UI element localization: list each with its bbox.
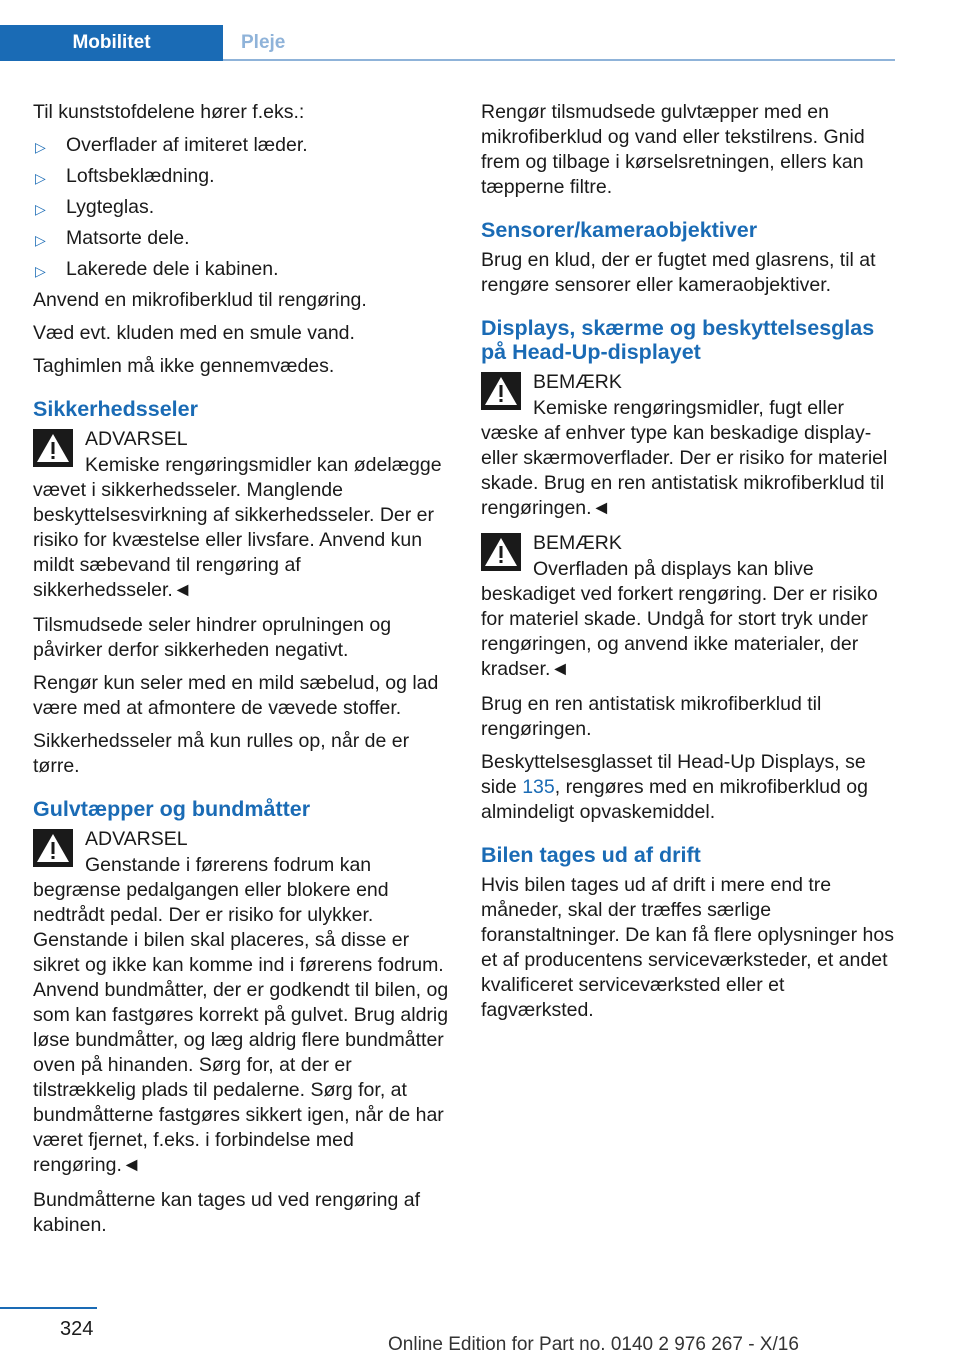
list-item: ▷ Matsorte dele. (33, 226, 449, 251)
notice-box (481, 370, 897, 521)
intro-text: Til kunststofdelene hører f.eks.: (33, 101, 305, 123)
tab-mobilitet[interactable]: Mobilitet (0, 25, 223, 61)
notice-text: Overfladen på displays kan blive beskadiget ved forkert rengøring. Der er risiko for materiel skade. Undgå for stort tryk under rengøringen, og anvend ikke materialer, der kradser.◄ (481, 558, 878, 680)
tab-pleje[interactable]: Pleje (241, 32, 286, 53)
paragraph: Sikkerhedsseler må kun rulles op, når de er tørre. (33, 730, 410, 777)
list-item: ▷ Loftsbeklædning. (33, 164, 449, 189)
warning-triangle-icon (33, 829, 73, 867)
warning-text: Kemiske rengøringsmidler kan ødelægge vævet i sikkerhedsseler. Manglende beskyttelsesvirkning af sikkerhedsseler. Der er risiko for kvæstelse eller livsfare. Anvend kun mildt sæbevand til rengøring af sikkerhedsseler.◄ (33, 454, 442, 601)
list-item: ▷ Overflader af imiteret læder. (33, 133, 449, 158)
paragraph: Brug en klud, der er fugtet med glasrens, til at rengøre sensorer eller kameraobjektiver. (481, 249, 876, 296)
paragraph: Rengør tilsmudsede gulvtæpper med en mikrofiberklud og vand eller tekstilrens. Gnid frem og tilbage i kørselsretningen, ellers kan tæpperne filtre. (481, 101, 865, 198)
page-link[interactable]: 135 (522, 776, 555, 798)
warning-text: Genstande i førerens fodrum kan begrænse pedalgangen eller blokere end nedtrådt pedal. Der er risiko for ulykker. Genstande i bilen skal placeres, så disse er sikret og ikke kan komme ind i førerens fodrum. Anvend bundmåtter, der er godkendt til bilen, og som kan fastgøres korrekt på gulvet. Brug aldrig løse bundmåtter, og læg aldrig flere bundmåtter oven på hinanden. Sørg for, at der er tilstrækkelig plads til pedalerne. Sørg for, at bundmåtterne fastgøres sikkert igen, når de har været fjernet, f.eks. i forbindelse med rengøring.◄ (33, 854, 449, 1176)
paragraph: Beskyttelsesglasset til Head-Up Displays, se side 135, rengøres med en mikrofiberklud og almindeligt opvaskemiddel. (481, 751, 868, 823)
paragraph: Tilsmudsede seler hindrer oprulningen og påvirker derfor sikkerheden negativt. (33, 614, 392, 661)
notice-box (481, 531, 897, 682)
page-number: 324 (60, 1318, 94, 1340)
warning-triangle-icon (481, 533, 521, 571)
plastic-parts-list (33, 133, 449, 282)
warning-title: ADVARSEL (85, 428, 188, 450)
section-heading-sensors: Sensorer/kameraobjektiver (481, 218, 758, 242)
right-column (481, 100, 897, 1031)
paragraph: Brug en ren antistatisk mikrofiberklud til rengøringen. (481, 693, 822, 740)
section-heading-seatbelts: Sikkerhedsseler (33, 397, 198, 421)
warning-box (33, 827, 449, 1178)
page-number-rule (0, 1307, 97, 1309)
section-heading-storage: Bilen tages ud af drift (481, 843, 701, 867)
header-divider (223, 59, 895, 61)
notice-title: BEMÆRK (533, 532, 622, 554)
list-item: ▷ Lakerede dele i kabinen. (33, 257, 449, 282)
header-bar (0, 25, 960, 61)
notice-title: BEMÆRK (533, 371, 622, 393)
triangle-bullet-icon: ▷ (35, 201, 46, 217)
edition-footer: Online Edition for Part no. 0140 2 976 267 - X/16 (388, 1334, 799, 1355)
paragraph: Anvend en mikrofiberklud til rengøring. (33, 289, 367, 311)
section-heading-mats: Gulvtæpper og bundmåtter (33, 797, 311, 821)
warning-box (33, 427, 449, 603)
warning-triangle-icon (481, 372, 521, 410)
triangle-bullet-icon: ▷ (35, 170, 46, 186)
warning-title: ADVARSEL (85, 828, 188, 850)
left-column (33, 100, 449, 1246)
notice-text: Kemiske rengøringsmidler, fugt eller væske af enhver type kan beskadige display- eller skærmoverflader. Der er risiko for materiel skade. Brug en ren antistatisk mikrofiberklud til rengøringen.◄ (481, 397, 888, 519)
section-heading-displays: Displays, skærme og beskyttelsesglas på Head-Up-displayet (481, 316, 875, 364)
paragraph: Hvis bilen tages ud af drift i mere end tre måneder, skal der træffes særlige foranstaltninger. De kan få flere oplysninger hos et af producentens serviceværksteder, et andet kvalificeret serviceværksted eller et fagværksted. (481, 874, 894, 1021)
warning-triangle-icon (33, 429, 73, 467)
paragraph: Rengør kun seler med en mild sæbelud, og lad være med at afmontere de vævede stoffer. (33, 672, 439, 719)
triangle-bullet-icon: ▷ (35, 139, 46, 155)
triangle-bullet-icon: ▷ (35, 263, 46, 279)
triangle-bullet-icon: ▷ (35, 232, 46, 248)
paragraph: Bundmåtterne kan tages ud ved rengøring af kabinen. (33, 1189, 420, 1236)
paragraph: Taghimlen må ikke gennemvædes. (33, 355, 335, 377)
list-item: ▷ Lygteglas. (33, 195, 449, 220)
paragraph: Væd evt. kluden med en smule vand. (33, 322, 355, 344)
